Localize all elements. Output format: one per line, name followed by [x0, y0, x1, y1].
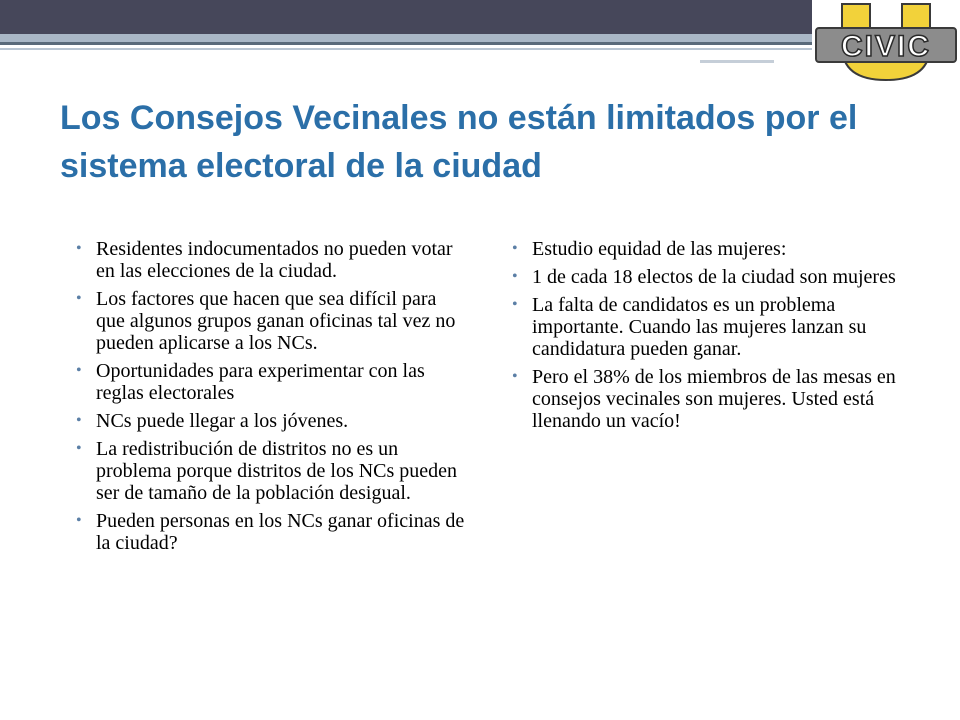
right-bullet-list	[512, 238, 904, 438]
bullet-text: La redistribución de distritos no es un problema porque distritos de los NCs pueden ser de tamaño de la población desigual.	[96, 438, 458, 504]
bullet-icon: •	[76, 362, 82, 379]
list-item	[76, 410, 468, 432]
list-item	[76, 438, 468, 504]
left-bullet-list	[76, 238, 468, 560]
bullet-text: Pueden personas en los NCs ganar oficinas de la ciudad?	[96, 510, 465, 554]
bullet-text: NCs puede llegar a los jóvenes.	[96, 410, 349, 432]
bullet-icon: •	[512, 296, 518, 313]
bullet-icon: •	[76, 440, 82, 457]
list-item	[76, 288, 468, 354]
bullet-icon: •	[512, 268, 518, 285]
bullet-icon: •	[512, 368, 518, 385]
list-item	[512, 266, 904, 288]
list-item	[512, 366, 904, 432]
bullet-icon: •	[76, 412, 82, 429]
bullet-icon: •	[512, 240, 518, 257]
list-item	[76, 510, 468, 554]
civic-u-logo	[812, 0, 960, 84]
bullet-text: 1 de cada 18 electos de la ciudad son mujeres	[532, 266, 896, 288]
bullet-text: Pero el 38% de los miembros de las mesas en consejos vecinales son mujeres. Usted está llenando un vacío!	[532, 366, 896, 432]
slide-title: Los Consejos Vecinales no están limitados por el sistema electoral de la ciudad	[60, 99, 858, 185]
list-item	[76, 360, 468, 404]
bullet-icon: •	[76, 290, 82, 307]
bullet-text: Los factores que hacen que sea difícil para que algunos grupos ganan oficinas tal vez no pueden aplicarse a los NCs.	[96, 288, 456, 354]
list-item	[512, 238, 904, 260]
list-item	[76, 238, 468, 282]
civic-u-logo-graphic	[812, 0, 960, 84]
bullet-text: Oportunidades para experimentar con las reglas electorales	[96, 360, 425, 404]
bullet-icon: •	[76, 512, 82, 529]
bullet-text: Residentes indocumentados no pueden votar en las elecciones de la ciudad.	[96, 238, 453, 282]
list-item	[512, 294, 904, 360]
bullet-icon: •	[76, 240, 82, 257]
bullet-text: Estudio equidad de las mujeres:	[532, 238, 787, 260]
bullet-text: La falta de candidatos es un problema importante. Cuando las mujeres lanzan su candidatura pueden ganar.	[532, 294, 867, 360]
logo-text: CIVIC	[840, 30, 932, 63]
header-stripe-thin	[0, 48, 812, 50]
header-stripe-tail	[700, 60, 774, 63]
header-stripe	[0, 34, 812, 42]
